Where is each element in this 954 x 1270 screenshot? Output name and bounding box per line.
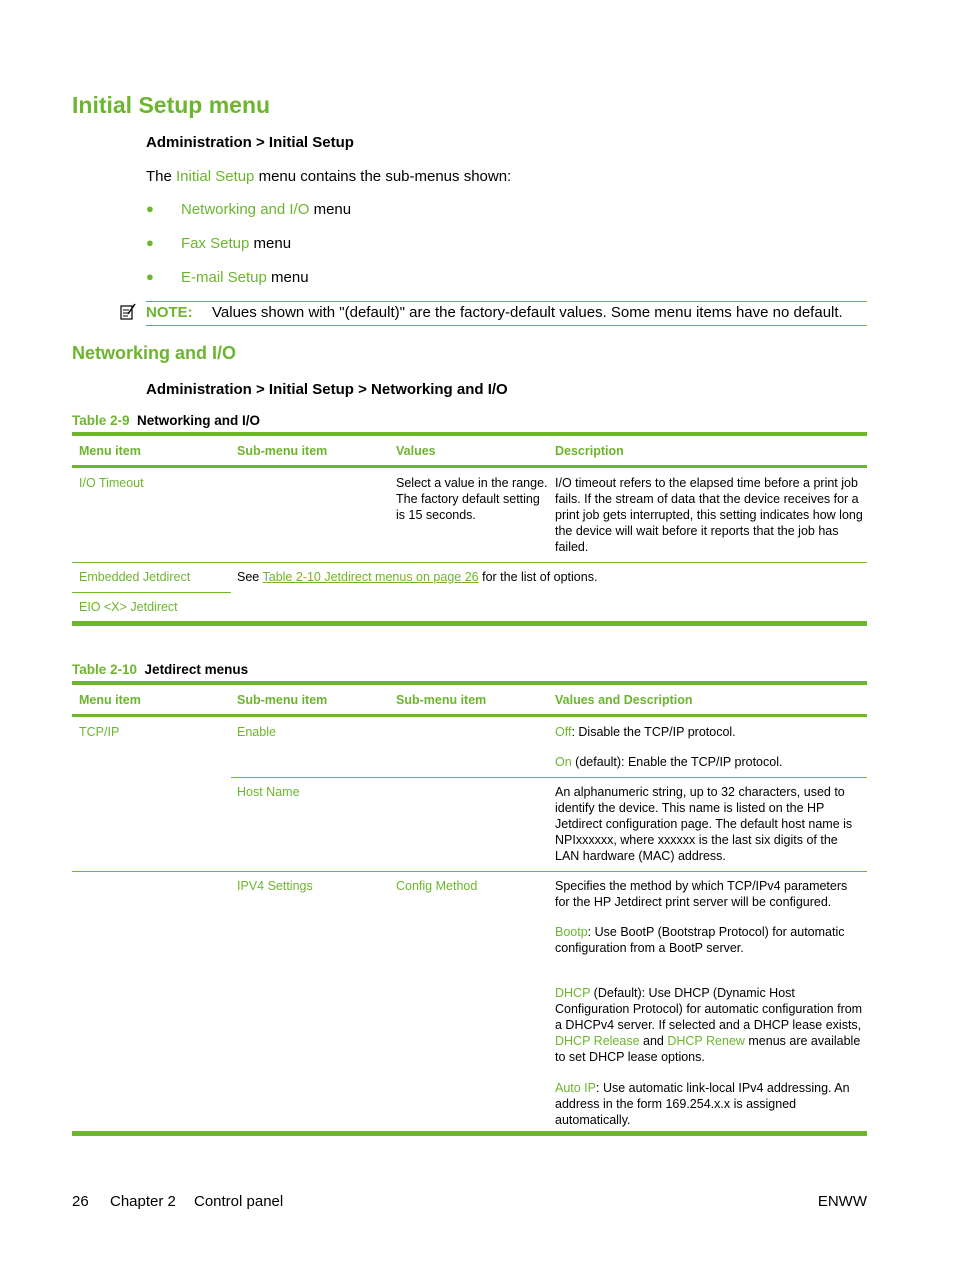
column-header: Menu item: [79, 444, 141, 458]
submenu-item-host-name[interactable]: Host Name: [237, 785, 300, 799]
table-rule: [72, 1131, 867, 1136]
dhcp-release-link[interactable]: DHCP Release: [555, 1034, 640, 1048]
initial-setup-link[interactable]: Initial Setup: [176, 168, 255, 185]
menu-item-eio-jetdirect[interactable]: EIO <X> Jetdirect: [79, 600, 178, 614]
submenu-item-ipv4-settings[interactable]: IPV4 Settings: [237, 879, 313, 893]
bullet-item: ● E-mail Setup menu: [146, 269, 309, 286]
table-rule: [72, 432, 867, 436]
column-header: Sub-menu item: [237, 444, 328, 458]
host-name-description: An alphanumeric string, up to 32 characters, used to identify the device. This name is listed on the HP Jetdirect configuration page. The default host name is NPIxxxxxx, where xxxxxx is the last six digits of the LAN hardware (MAC) address.: [555, 785, 853, 863]
menu-path: Administration > Initial Setup: [146, 134, 354, 151]
menu-item-embedded-jetdirect[interactable]: Embedded Jetdirect: [79, 570, 191, 584]
section-heading: Networking and I/O: [72, 343, 237, 363]
bullet-icon: ●: [146, 235, 154, 250]
fax-setup-link[interactable]: Fax Setup: [181, 235, 250, 252]
note-text: Values shown with "(default)" are the factory-default values. Some menu items have no default.: [212, 304, 843, 321]
bullet-icon: ●: [146, 201, 154, 216]
submenu-item-enable[interactable]: Enable: [237, 725, 276, 739]
table-rule: [72, 621, 867, 626]
row-divider: [72, 562, 867, 563]
table-caption: Table 2-9 Networking and I/O: [72, 413, 261, 428]
description-cell: I/O timeout refers to the elapsed time before a print job fails. If the stream of data that the device receives for a print job gets interrupted, this setting indicates how long the device will wait before it reports that the job has failed.: [555, 476, 863, 554]
column-header: Description: [555, 444, 624, 458]
menu-item-tcpip[interactable]: TCP/IP: [79, 725, 120, 739]
off-link[interactable]: Off: [555, 725, 572, 739]
column-header: Values: [396, 444, 436, 458]
see-reference: See Table 2-10 Jetdirect menus on page 26 for the list of options.: [237, 570, 598, 584]
menu-path: Administration > Initial Setup > Networking and I/O: [146, 381, 508, 398]
email-setup-link[interactable]: E-mail Setup: [181, 269, 267, 286]
row-divider: [231, 777, 867, 778]
row-divider: [72, 871, 867, 872]
footer-enww: ENWW: [817, 1193, 867, 1210]
dhcp-renew-link[interactable]: DHCP Renew: [667, 1034, 745, 1048]
bootp-link[interactable]: Bootp: [555, 925, 588, 939]
table-rule: [72, 681, 867, 685]
note-box: [146, 301, 867, 326]
table-rule: [72, 465, 867, 468]
table-2-10-link[interactable]: Table 2-10 Jetdirect menus on page 26: [262, 570, 479, 584]
auto-ip-description: Auto IP: Use automatic link-local IPv4 addressing. An address in the form 169.254.x.x is assigned automatically.: [555, 1081, 850, 1127]
menu-item-io-timeout[interactable]: I/O Timeout: [79, 476, 144, 490]
networking-table: [72, 432, 867, 628]
table-caption: Table 2-10 Jetdirect menus: [72, 662, 249, 677]
table-rule: [72, 714, 867, 717]
row-divider: [72, 592, 231, 593]
config-method-description: Specifies the method by which TCP/IPv4 parameters for the HP Jetdirect print server will be configured.: [555, 879, 848, 909]
bullet-item: ● Networking and I/O menu: [146, 201, 352, 218]
values-cell: Select a value in the range. The factory default setting is 15 seconds.: [396, 476, 548, 522]
bullet-icon: ●: [146, 269, 154, 284]
note-icon: [119, 303, 137, 321]
jetdirect-table: [72, 681, 867, 1138]
footer-chapter: Chapter 2: [110, 1193, 176, 1210]
dhcp-link[interactable]: DHCP: [555, 986, 591, 1000]
networking-link[interactable]: Networking and I/O: [181, 201, 310, 218]
bullet-item: ● Fax Setup menu: [146, 235, 292, 252]
note-label: NOTE:: [146, 304, 193, 321]
footer-section: Control panel: [194, 1193, 284, 1210]
column-header: Menu item: [79, 693, 141, 707]
submenu-item-config-method[interactable]: Config Method: [396, 879, 478, 893]
dhcp-description: DHCP (Default): Use DHCP (Dynamic Host Configuration Protocol) for automatic configuration from a DHCPv4 server. If selected and a DHCP lease exists, DHCP Release and DHCP Renew menus are available to set DHCP lease options.: [555, 986, 863, 1064]
on-link[interactable]: On: [555, 755, 572, 769]
bootp-description: Bootp: Use BootP (Bootstrap Protocol) for automatic configuration from a BootP server.: [555, 925, 845, 955]
page-heading: Initial Setup menu: [72, 92, 271, 118]
off-description: Off: Disable the TCP/IP protocol.: [555, 725, 736, 739]
column-header: Sub-menu item: [237, 693, 328, 707]
column-header: Values and Description: [555, 693, 693, 707]
footer-page-number: 26: [72, 1193, 89, 1210]
auto-ip-link[interactable]: Auto IP: [555, 1081, 596, 1095]
intro-text: The Initial Setup menu contains the sub-menus shown:: [146, 168, 512, 185]
column-header: Sub-menu item: [396, 693, 487, 707]
on-description: On (default): Enable the TCP/IP protocol.: [555, 755, 783, 769]
